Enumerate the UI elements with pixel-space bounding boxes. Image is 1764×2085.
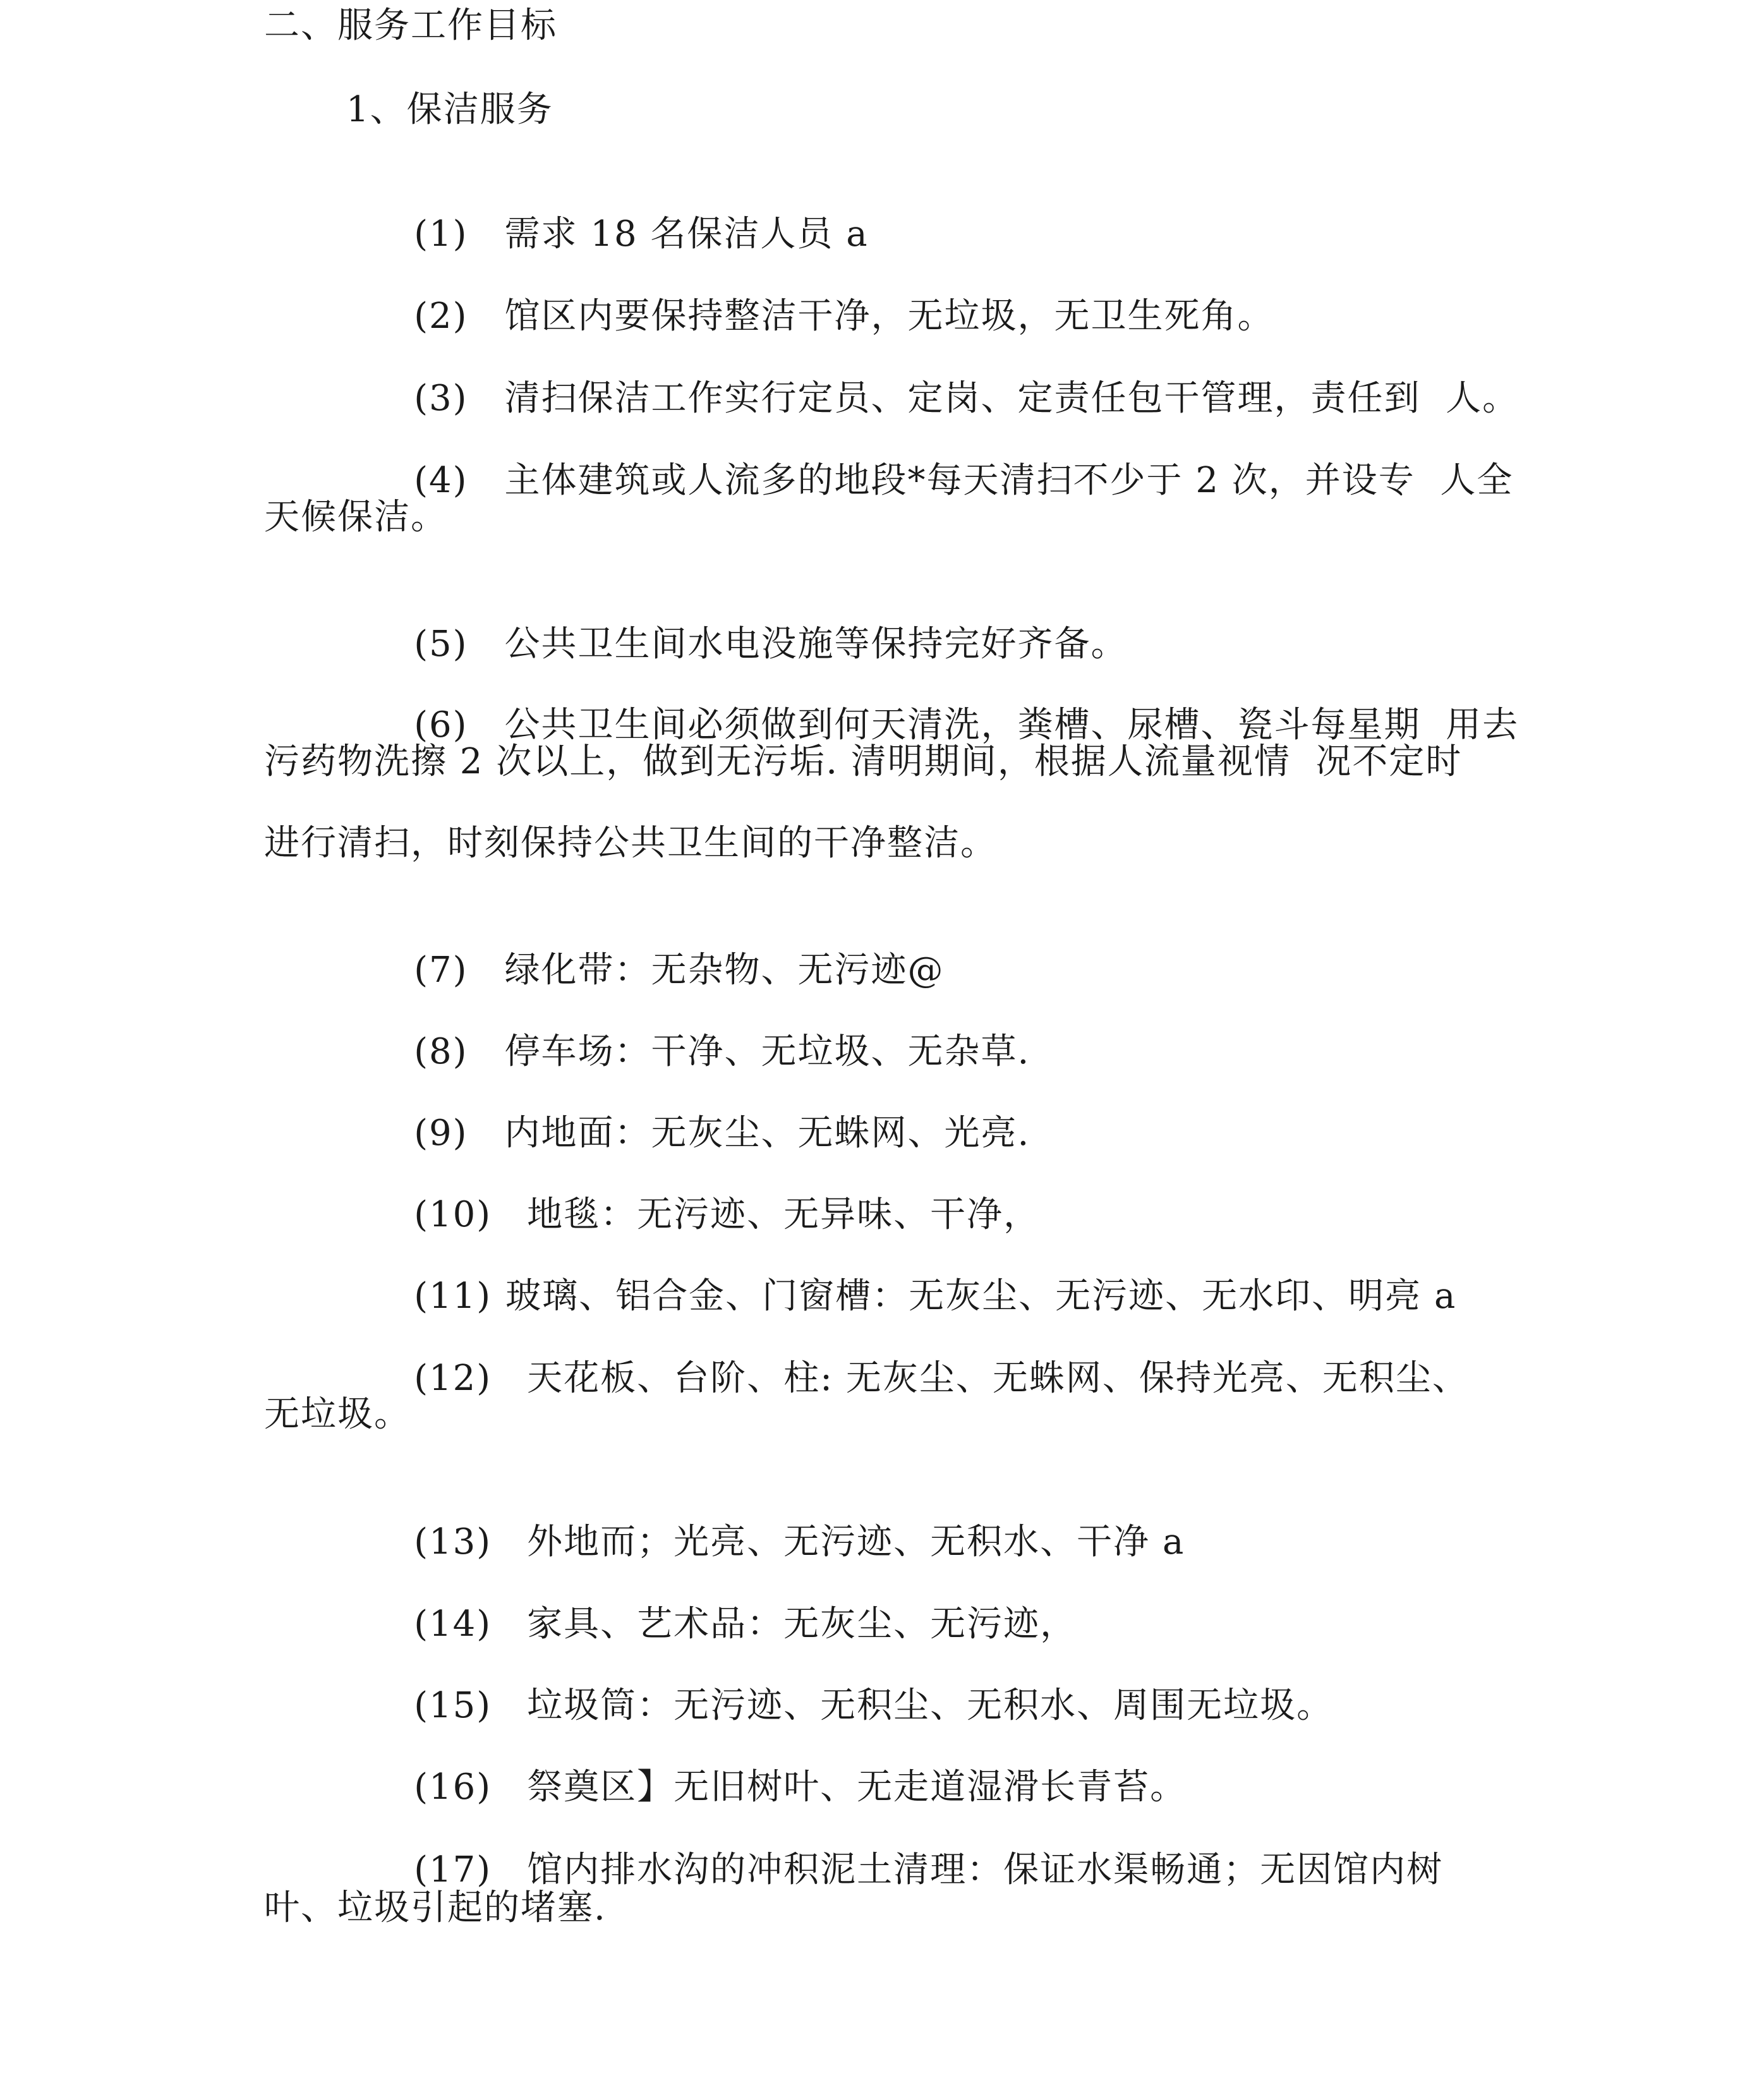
list-item-12-continuation: 无垃圾。 (264, 1394, 411, 1435)
item-number: (15) (414, 1685, 492, 1726)
item-text: 外地而；光亮、无污迹、无积水、干净 a (527, 1521, 1185, 1562)
item-text: 公共卫生间必须做到何天清洗，粪槽、尿槽、瓷斗每星期 用去 (504, 704, 1519, 746)
list-item-4-continuation: 天候保洁。 (264, 497, 447, 538)
item-number: (5) (414, 624, 468, 665)
subheading: 1、保洁服务 (346, 89, 553, 130)
item-number: (13) (414, 1521, 492, 1562)
item-text: 家具、艺术品：无灰尘、无污迹， (527, 1604, 1077, 1645)
item-number: (9) (414, 1113, 468, 1154)
item-text: 垃圾筒：无污迹、无积尘、无积水、周围无垃圾。 (527, 1685, 1334, 1726)
item-number: (12) (414, 1358, 492, 1399)
item-number: (14) (414, 1604, 492, 1645)
list-item-6-continuation: 污药物洗擦 2 次以上，做到无污垢. 清明期间，根据人流量视情 况不定时 (264, 741, 1463, 782)
item-text: 需求 18 名保洁人员 a (504, 214, 869, 255)
item-number: (16) (414, 1767, 492, 1808)
item-number: (6) (414, 704, 468, 746)
list-item-6-continuation-2: 进行清扫，时刻保持公共卫生间的干净整洁。 (264, 823, 997, 864)
item-text: 馆内排水沟的冲积泥土清理：保证水渠畅通；无因馆内树 (527, 1849, 1444, 1890)
item-number: (1) (414, 214, 468, 255)
item-number: (3) (414, 378, 468, 419)
item-text: 清扫保洁工作实行定员、定岗、定责任包干管理，责任到 人。 (504, 378, 1519, 419)
item-text: 主体建筑或人流多的地段*每天清扫不少于 2 次，并设专 人全 (504, 460, 1514, 501)
item-text: 馆区内要保持整洁干净，无垃圾，无卫生死角。 (504, 296, 1274, 337)
item-text: 公共卫生间水电没施等保持完好齐备。 (504, 624, 1128, 665)
list-item-12 (364, 1310, 1469, 1447)
item-text: 停车场：干净、无垃圾、无杂草. (504, 1031, 1030, 1072)
item-number: (2) (414, 296, 468, 337)
section-heading: 二、服务工作目标 (264, 5, 557, 46)
item-text: 地毯：无污迹、无异味、干净， (527, 1194, 1041, 1235)
item-number: (17) (414, 1849, 492, 1890)
item-text: 内地面：无灰尘、无蛛网、光亮. (504, 1113, 1030, 1154)
list-item-17-continuation: 叶、垃圾引起的堵塞. (264, 1887, 607, 1928)
item-text: 天花板、台阶、柱: 无灰尘、无蛛网、保持光亮、无积尘、 (527, 1358, 1469, 1399)
item-number: (8) (414, 1031, 468, 1072)
item-number: (4) (414, 460, 468, 501)
item-text: 玻璃、铝合金、门窗槽：无灰尘、无污迹、无水印、明亮 a (505, 1276, 1457, 1317)
item-number: (11) (414, 1276, 492, 1317)
item-text: 绿化带：无杂物、无污迹@ (504, 950, 945, 991)
item-number: (7) (414, 950, 468, 991)
item-text: 祭奠区】无旧树叶、无走道湿滑长青苔。 (527, 1767, 1187, 1808)
item-number: (10) (414, 1194, 492, 1235)
list-item-4 (364, 413, 1513, 549)
